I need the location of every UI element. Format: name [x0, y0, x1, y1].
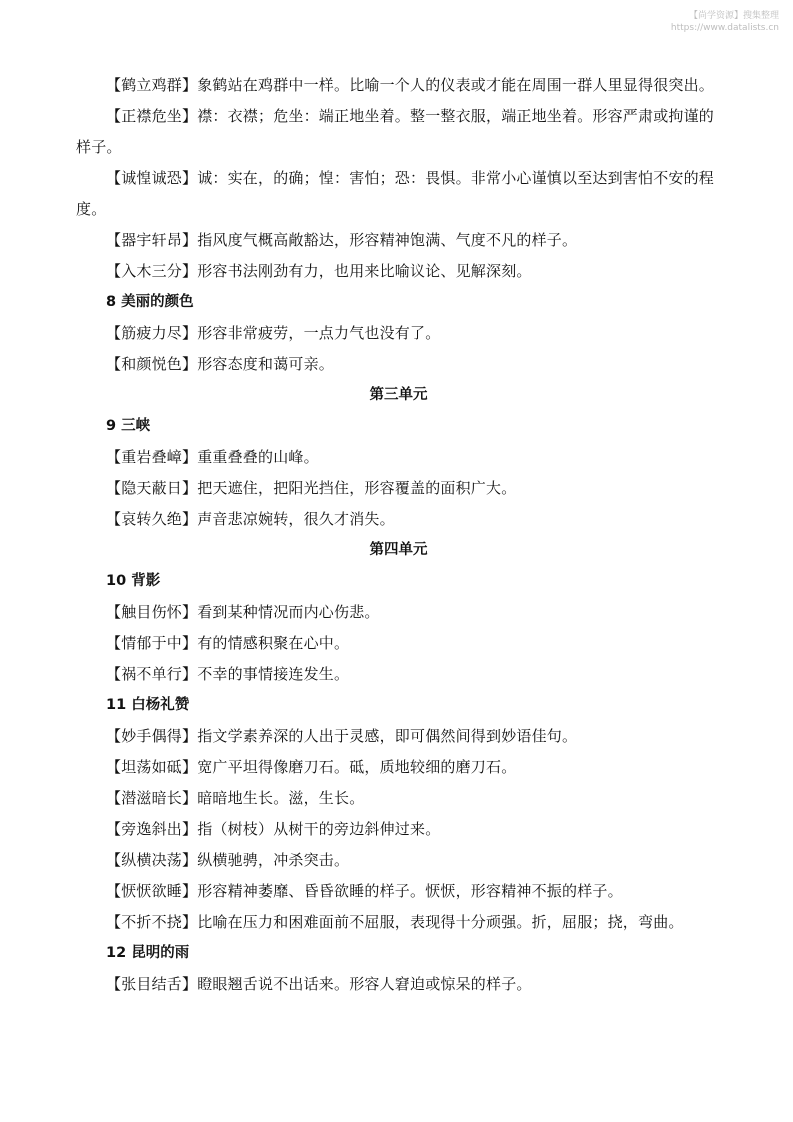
idiom-entry	[76, 442, 721, 473]
lesson-heading: 8 美丽的颜色	[106, 294, 194, 310]
idiom-entry	[76, 659, 721, 690]
watermark-source: 【尚学资源】搜集整理	[688, 11, 779, 21]
idiom-term: 【鹤立鸡群】	[106, 76, 198, 94]
idiom-term: 【潜滋暗长】	[106, 789, 198, 807]
idiom-definition: 指风度气概高敞豁达，形容精神饱满、气度不凡的样子。	[197, 231, 578, 249]
idiom-entry	[76, 225, 721, 256]
idiom-entry	[76, 969, 721, 1000]
idiom-definition: 形容态度和蔼可亲。	[197, 355, 335, 373]
idiom-entry	[76, 597, 721, 628]
idiom-term: 【重岩叠嶂】	[106, 448, 198, 466]
idiom-term: 【张目结舌】	[106, 975, 198, 993]
idiom-term: 【纵横决荡】	[106, 851, 198, 869]
idiom-entry	[76, 752, 721, 783]
idiom-term: 【触目伤怀】	[106, 603, 198, 621]
document-body	[76, 70, 721, 1000]
idiom-term: 【器宇轩昂】	[106, 231, 198, 249]
unit-heading: 第三单元	[369, 387, 428, 403]
idiom-term: 【正襟危坐】	[106, 107, 198, 125]
idiom-definition: 形容书法刚劲有力，也用来比喻议论、见解深刻。	[197, 262, 532, 280]
unit-heading: 第四单元	[369, 542, 428, 558]
idiom-term: 【坦荡如砥】	[106, 758, 198, 776]
idiom-definition: 宽广平坦得像磨刀石。砥，质地较细的磨刀石。	[197, 758, 517, 776]
idiom-definition: 把天遮住，把阳光挡住，形容覆盖的面积广大。	[197, 479, 517, 497]
watermark-url: https://www.datalists.cn	[670, 23, 779, 33]
idiom-term: 【哀转久绝】	[106, 510, 198, 528]
idiom-entry	[76, 814, 721, 845]
idiom-term: 【妙手偶得】	[106, 727, 198, 745]
idiom-definition: 象鹤站在鸡群中一样。比喻一个人的仪表或才能在周围一群人里显得很突出。	[197, 76, 715, 94]
idiom-entry	[76, 163, 721, 225]
idiom-entry	[76, 783, 721, 814]
idiom-entry	[76, 907, 721, 938]
idiom-definition: 形容非常疲劳，一点力气也没有了。	[197, 324, 441, 342]
idiom-entry	[76, 845, 721, 876]
idiom-definition: 纵横驰骋，冲杀突击。	[197, 851, 350, 869]
idiom-definition: 瞪眼翘舌说不出话来。形容人窘迫或惊呆的样子。	[197, 975, 532, 993]
idiom-definition: 诚：实在，的确；惶：害怕；恐：畏惧。非常小心谨慎以至达到害怕不安的程度。	[76, 169, 715, 218]
idiom-term: 【情郁于中】	[106, 634, 198, 652]
idiom-term: 【隐天蔽日】	[106, 479, 198, 497]
idiom-definition: 有的情感积聚在心中。	[197, 634, 350, 652]
idiom-entry	[76, 256, 721, 287]
idiom-entry	[76, 876, 721, 907]
lesson-heading: 11 白杨礼赞	[106, 697, 190, 713]
idiom-term: 【祸不单行】	[106, 665, 198, 683]
idiom-entry	[76, 70, 721, 101]
idiom-entry	[76, 721, 721, 752]
idiom-term: 【入木三分】	[106, 262, 198, 280]
idiom-definition: 看到某种情况而内心伤悲。	[197, 603, 380, 621]
idiom-term: 【恹恹欲睡】	[106, 882, 198, 900]
idiom-term: 【旁逸斜出】	[106, 820, 198, 838]
idiom-term: 【和颜悦色】	[106, 355, 198, 373]
idiom-entry	[76, 628, 721, 659]
idiom-definition: 指文学素养深的人出于灵感，即可偶然间得到妙语佳句。	[197, 727, 578, 745]
idiom-definition: 襟：衣襟；危坐：端正地坐着。整一整衣服，端正地坐着。形容严肃或拘谨的样子。	[76, 107, 715, 156]
idiom-definition: 比喻在压力和困难面前不屈服，表现得十分顽强。折，屈服；挠，弯曲。	[197, 913, 684, 931]
idiom-entry	[76, 318, 721, 349]
idiom-definition: 暗暗地生长。滋，生长。	[197, 789, 365, 807]
idiom-definition: 指（树枝）从树干的旁边斜伸过来。	[197, 820, 441, 838]
watermark	[671, 10, 779, 34]
idiom-entry	[76, 349, 721, 380]
idiom-definition: 形容精神萎靡、昏昏欲睡的样子。恹恹，形容精神不振的样子。	[197, 882, 623, 900]
lesson-heading: 12 昆明的雨	[106, 945, 190, 961]
idiom-term: 【不折不挠】	[106, 913, 198, 931]
idiom-entry	[76, 504, 721, 535]
idiom-entry	[76, 473, 721, 504]
idiom-definition: 声音悲凉婉转，很久才消失。	[197, 510, 395, 528]
idiom-term: 【筋疲力尽】	[106, 324, 198, 342]
idiom-term: 【诚惶诚恐】	[106, 169, 198, 187]
idiom-entry	[76, 101, 721, 163]
lesson-heading: 10 背影	[106, 573, 161, 589]
lesson-heading: 9 三峡	[106, 418, 151, 434]
idiom-definition: 重重叠叠的山峰。	[197, 448, 319, 466]
idiom-definition: 不幸的事情接连发生。	[197, 665, 350, 683]
